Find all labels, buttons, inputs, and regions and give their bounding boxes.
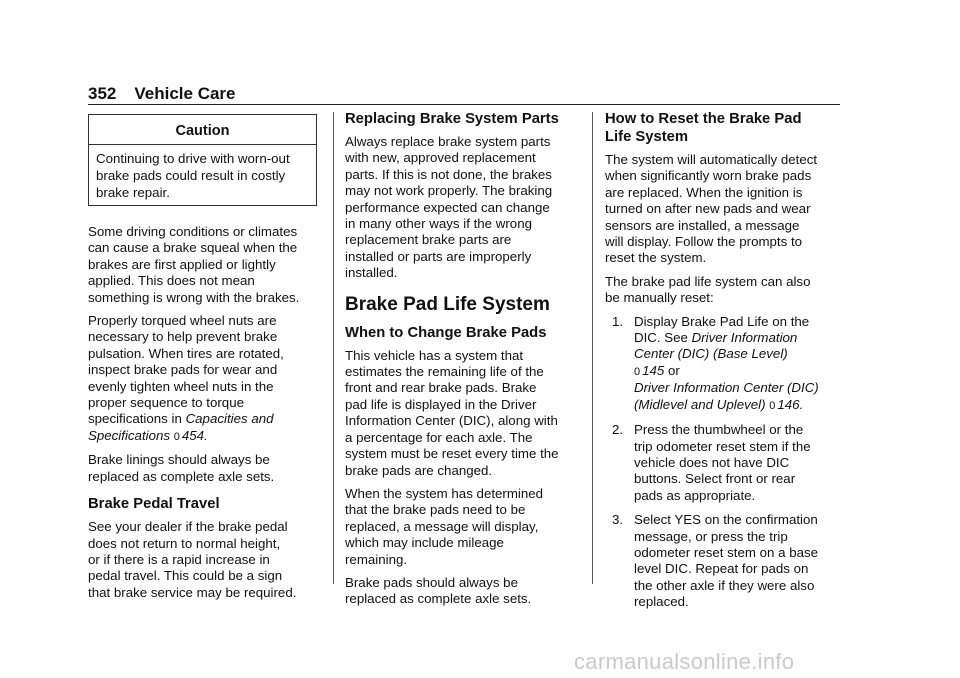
dic-base-link[interactable]: Driver Information — [691, 330, 798, 346]
caution-line: brake pads could result in costly — [96, 168, 286, 183]
paragraph-message-display: When the system has determined that the brake pads need to be replaced, a message will display, which may include mileage remaining. — [345, 485, 544, 567]
paragraph-auto-detect: The system will automatically detect when significantly worn brake pads are replaced. When the ignition is turned on after new pads and wear sensors are installed, a message will display. Follow the prompts to reset the system. — [605, 152, 818, 266]
header-rule — [88, 104, 840, 105]
paragraph-pedal-travel: See your dealer if the brake pedal does not return to normal height, or if there is a rapid increase in pedal travel. This could be a sign that brake service may be required. — [88, 519, 297, 600]
caution-text — [89, 145, 316, 201]
heading-replacing-parts: Replacing Brake System Parts — [345, 111, 559, 127]
caution-line: brake repair. — [96, 185, 170, 200]
dic-base-link-cont[interactable]: Center (DIC) (Base Level) — [634, 346, 788, 362]
column-2 — [345, 110, 585, 615]
heading-brake-pedal-travel: Brake Pedal Travel — [88, 496, 220, 513]
column-3 — [605, 110, 843, 619]
list-item: 2. Press the thumbwheel or the trip odometer reset stem if the vehicle does not have DIC buttons. Select front or rear pads as appropriate. — [612, 422, 811, 503]
section-title: Vehicle Care — [134, 84, 236, 103]
page-ref-145[interactable]: 145 — [642, 362, 665, 378]
caution-box — [88, 114, 317, 206]
caution-line: Continuing to drive with worn-out — [96, 151, 290, 166]
page-ref-icon: 0 — [769, 399, 776, 412]
page-number: 352 — [88, 84, 117, 103]
paragraph-system-estimates: This vehicle has a system that estimates the remaining life of the front and rear brake pads. Brake pad life is displayed in the Driver Information Center (DIC), along with a percentage for each axle. The system must be reset every time the brake pads are changed. — [345, 347, 559, 478]
dic-uplevel-link[interactable]: Driver Information Center (DIC) — [634, 380, 819, 396]
page-ref-146[interactable]: 146. — [777, 396, 804, 412]
page-ref-icon: 0 — [634, 365, 641, 378]
capacities-link[interactable]: Capacities and — [185, 411, 274, 427]
dic-uplevel-link-cont[interactable]: (Midlevel and Uplevel) — [634, 396, 766, 412]
list-item: 1. Display Brake Pad Life on the DIC. See Driver Information Center (DIC) (Base Level) 0 145 or Driver Information Center (DIC) (Midlevel and Uplevel) 0 146. — [612, 313, 819, 412]
paragraph-manual-reset: The brake pad life system can also be manually reset: — [605, 273, 811, 306]
step-number: 1. — [612, 313, 624, 329]
paragraph-replace-parts: Always replace brake system parts with new, approved replacement parts. If this is not done, the brakes may not work properly. The braking performance expected can change in many other ways if the wrong replacement brake parts are installed or parts are improperly installed. — [345, 134, 553, 281]
heading-how-to-reset: How to Reset the Brake Pad Life System — [605, 111, 802, 145]
page-ref-454[interactable]: 454. — [181, 427, 208, 443]
heading-when-to-change: When to Change Brake Pads — [345, 324, 547, 341]
list-item: 3. Select YES on the confirmation message, or press the trip odometer reset stem on a base level DIC. Repeat for pads on the other axle if they were also replaced. — [612, 512, 819, 610]
paragraph-linings: Brake linings should always be replaced as complete axle sets. — [88, 452, 275, 484]
paragraph-wheel-nuts: Properly torqued wheel nuts are necessary to help prevent brake pulsation. When tires are rotated, inspect brake pads for wear and evenly tighten wheel nuts in the proper sequence to torque specifications in Capacities and Specifications 0 454. — [88, 313, 284, 443]
page-header — [88, 84, 236, 104]
caution-title: Caution — [89, 115, 316, 145]
heading-brake-pad-life-system: Brake Pad Life System — [345, 293, 550, 315]
step-number: 3. — [612, 512, 624, 528]
watermark: carmanualsonline.info — [574, 649, 795, 674]
reset-steps-list — [605, 314, 843, 611]
paragraph-squeal: Some driving conditions or climates can cause a brake squeal when the brakes are first applied or lightly applied. This does not mean something is wrong with the brakes. — [88, 224, 300, 305]
column-divider — [592, 112, 593, 584]
column-divider — [333, 112, 334, 584]
column-1 — [88, 224, 328, 608]
specifications-link[interactable]: Specifications — [88, 427, 171, 443]
page-ref-icon: 0 — [173, 430, 180, 443]
paragraph-axle-sets: Brake pads should always be replaced as complete axle sets. — [345, 574, 532, 607]
step-number: 2. — [612, 422, 624, 438]
